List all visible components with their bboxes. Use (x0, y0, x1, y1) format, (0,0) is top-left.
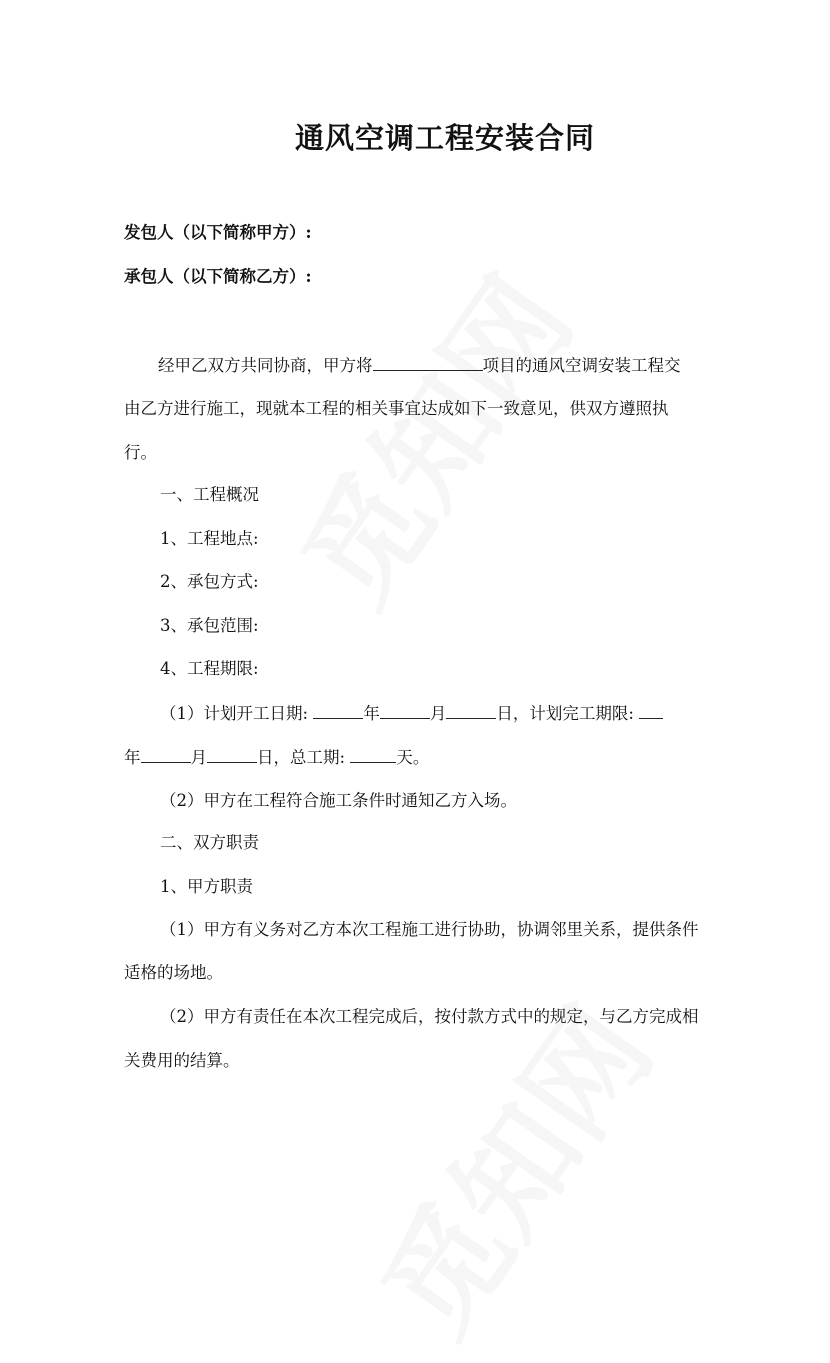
duty-2-line-1: （2）甲方有责任在本次工程完成后，按付款方式中的规定，与乙方完成相 (160, 1007, 699, 1026)
watermark (256, 239, 603, 633)
intro-text: 项目的通风空调安装工程交 (482, 356, 681, 375)
blank (141, 746, 191, 763)
end-date-label: 日，计划完工期限: (496, 704, 634, 723)
item-contract-method: 2、承包方式: (160, 572, 259, 591)
blank (446, 702, 496, 719)
duty-1-line-1: （1）甲方有义务对乙方本次工程施工进行协助，协调邻里关系，提供条件 (160, 920, 699, 939)
party-a-label: 发包人（以下简称甲方）: (124, 223, 312, 242)
party-a-duties-heading: 1、甲方职责 (160, 877, 253, 896)
duty-2-line-2: 关费用的结算。 (124, 1051, 240, 1070)
blank (639, 702, 663, 719)
month-label: 月 (429, 704, 447, 723)
total-period-label: 日，总工期: (257, 748, 346, 767)
schedule-line-2 (124, 746, 429, 769)
blank (380, 702, 430, 719)
blank (207, 746, 257, 763)
section-2-heading: 二、双方职责 (160, 833, 259, 852)
blank (313, 702, 363, 719)
blank (350, 746, 396, 763)
days-label: 天。 (396, 748, 430, 767)
intro-line-1 (158, 354, 681, 377)
section-1-heading: 一、工程概况 (160, 485, 259, 504)
duty-1-line-2: 适格的场地。 (124, 963, 223, 982)
item-scope: 3、承包范围: (160, 616, 259, 635)
document-title: 通风空调工程安装合同 (294, 121, 595, 155)
year-label: 年 (363, 704, 380, 723)
item-location: 1、工程地点: (160, 529, 259, 548)
start-date-label: （1）计划开工日期: (160, 704, 309, 723)
project-name-blank (373, 354, 483, 371)
schedule-line-1 (160, 702, 663, 725)
watermark-bottom (336, 969, 683, 1363)
schedule-sub-2: （2）甲方在工程符合施工条件时通知乙方入场。 (160, 791, 517, 810)
year-label: 年 (124, 748, 141, 767)
intro-line-2: 由乙方进行施工，现就本工程的相关事宜达成如下一致意见，供双方遵照执 (124, 399, 669, 418)
party-b-label: 承包人（以下简称乙方）: (124, 267, 312, 286)
item-period: 4、工程期限: (160, 659, 259, 678)
month-label: 月 (190, 748, 207, 767)
intro-line-3: 行。 (124, 443, 157, 462)
intro-text: 经甲乙双方共同协商，甲方将 (158, 356, 373, 375)
